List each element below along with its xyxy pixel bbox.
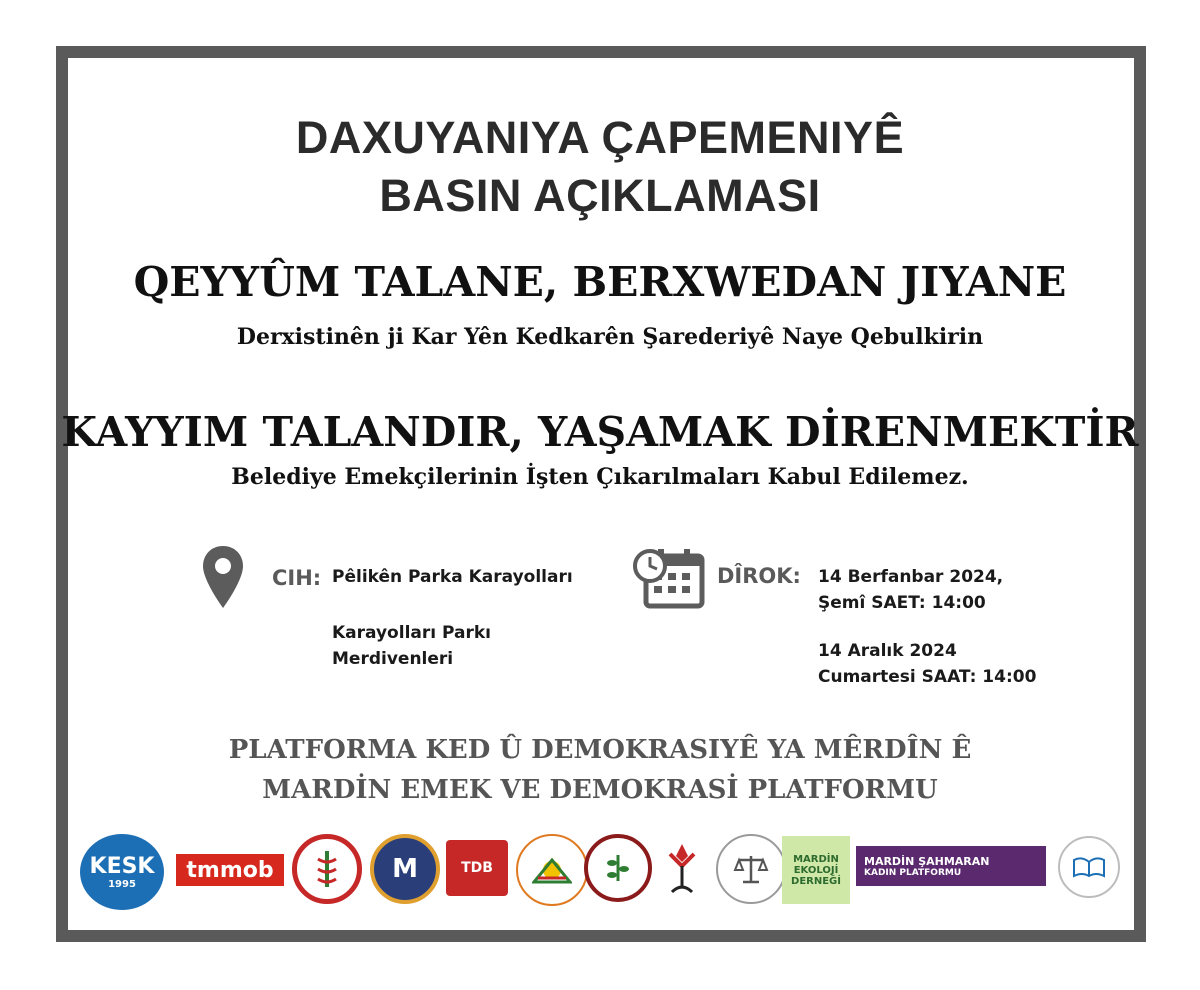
sahmaran-logo-line1: MARDİN ŞAHMARAN — [864, 854, 990, 868]
scales-icon — [733, 852, 769, 886]
flower-icon — [662, 840, 702, 900]
book-association-logo — [1058, 836, 1120, 898]
medical-association-logo — [292, 834, 362, 904]
justice-scales-logo — [716, 834, 786, 904]
location-pin-icon — [200, 544, 246, 610]
kesk-logo — [80, 834, 164, 910]
lawyers-association-logo — [584, 834, 652, 902]
tmmob-logo-text: tmmob — [186, 857, 274, 883]
date-turkish-line1: 14 Aralık 2024 — [818, 641, 957, 661]
open-book-icon — [1072, 856, 1106, 878]
kurdish-culture-association-logo — [516, 834, 588, 906]
tmmob-logo — [176, 854, 284, 886]
organization-logos — [80, 834, 1120, 910]
location-kurdish: Pêlikên Parka Karayolları — [332, 567, 573, 587]
date-kurdish-line2: Şemî SAET: 14:00 — [818, 593, 986, 613]
location-turkish-line2: Merdivenleri — [332, 649, 454, 669]
location-turkish-line1: Karayolları Parkı — [332, 623, 491, 643]
ecology-logo-line3: DERNEĞİ — [791, 875, 841, 887]
title-kurdish: DAXUYANIYA ÇAPEMENIYÊ — [295, 112, 905, 163]
sun-emblem-icon — [532, 852, 572, 888]
ecology-logo-line1: MARDİN — [793, 853, 839, 865]
tdb-logo — [446, 840, 508, 896]
date-turkish-line2: Cumartesi SAAT: 14:00 — [818, 667, 1037, 687]
subline-turkish: Belediye Emekçilerinin İşten Çıkarılmaları Kabul Edilemez. — [231, 464, 969, 490]
location-label: CIH: — [272, 566, 322, 590]
kesk-logo-year: 1995 — [108, 879, 136, 890]
platform-name-kurdish: PLATFORMA KED Û DEMOKRASIYÊ YA MÊRDÎN Ê — [228, 735, 972, 765]
sahmaran-women-logo — [856, 846, 1046, 886]
headline-turkish: KAYYIM TALANDIR, YAŞAMAK DİRENMEKTİR — [61, 408, 1139, 456]
platform-name-turkish: MARDİN EMEK VE DEMOKRASİ PLATFORMU — [262, 775, 938, 805]
red-flower-logo — [656, 834, 708, 906]
ecology-logo-line2: EKOLOJİ — [793, 864, 839, 876]
title-turkish: BASIN AÇIKLAMASI — [379, 170, 821, 221]
kesk-logo-text: KESK — [89, 854, 155, 879]
mardin-ecology-logo — [782, 836, 850, 904]
tdb-logo-text: TDB — [461, 860, 493, 876]
calendar-clock-icon — [632, 546, 706, 610]
m-logo-letter: M — [392, 854, 418, 884]
date-label: DÎROK: — [717, 564, 801, 588]
date-kurdish-line1: 14 Berfanbar 2024, — [818, 567, 1004, 587]
sahmaran-logo-line2: KADIN PLATFORMU — [864, 867, 962, 878]
subline-kurdish: Derxistinên ji Kar Yên Kedkarên Şarederiyê Naye Qebulkirin — [236, 324, 984, 350]
m-organization-logo — [370, 834, 440, 904]
caduceus-icon — [312, 849, 342, 889]
headline-kurdish: QEYYÛM TALANE, BERXWEDAN JIYANE — [133, 258, 1067, 306]
olive-branch-icon — [603, 851, 633, 885]
